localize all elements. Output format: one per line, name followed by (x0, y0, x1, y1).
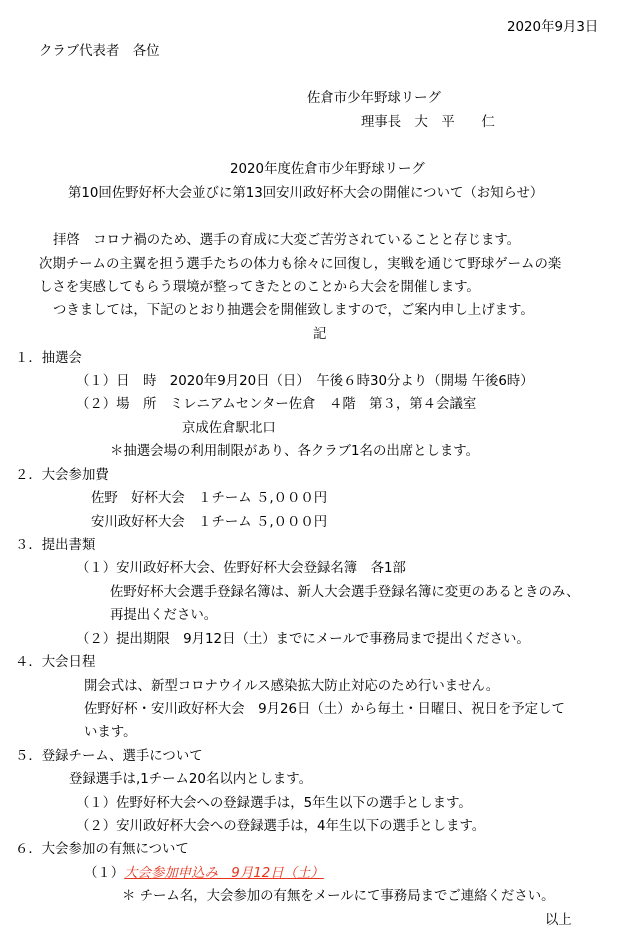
section-6-heading: ６．大会参加の有無について (15, 842, 189, 857)
registration-item-1: （１）佐野好杯大会への登録選手は，5年生以下の選手とします。 (76, 796, 472, 811)
section-3-heading: ３．提出書類 (15, 538, 96, 553)
documents-note-2: 再提出ください。 (110, 608, 218, 623)
schedule-line-2: 佐野好杯・安川政好杯大会 9月26日（土）から毎土・日曜日、祝日を予定して (84, 702, 565, 717)
participation-note: ＊ チーム名，大会参加の有無をメールにて事務局までご連絡ください。 (122, 889, 555, 904)
fee-sano: 佐野 好杯大会 １チーム ５,０００円 (91, 491, 328, 506)
lottery-station: 京成佐倉駅北口 (182, 421, 276, 436)
recipient: クラブ代表者 各位 (39, 44, 160, 59)
section-5-heading: ５．登録チーム、選手について (15, 749, 203, 764)
closing-ijo: 以上 (545, 913, 572, 928)
documents-item-2: （２）提出期限 9月12日（土）までにメールで事務局まで提出ください。 (76, 632, 530, 647)
documents-note-1: 佐野好杯大会選手登録名簿は、新人大会選手登録名簿に変更のあるときのみ、 (110, 585, 580, 600)
participation-deadline: 大会参加申込み 9月12日（土） (124, 866, 324, 881)
section-1-heading: １．抽選会 (15, 351, 82, 366)
sender-name: 理事長 大 平 仁 (361, 115, 495, 130)
intro-paragraph-line-2: しさを実感してもらう環境が整ってきたとのことから大会を開催します。 (39, 280, 480, 295)
fee-yasukawa: 安川政好杯大会 １チーム ５,０００円 (91, 515, 328, 530)
intro-paragraph-line-1: 次期チームの主翼を担う選手たちの体力も徐々に回復し，実戦を通じて野球ゲームの楽 (39, 257, 562, 272)
documents-item-1: （１）安川政好杯大会、佐野好杯大会登録名簿 各1部 (76, 561, 406, 576)
sender-org: 佐倉市少年野球リーグ (307, 91, 441, 106)
section-2-heading: ２．大会参加費 (15, 468, 109, 483)
intro-greeting: 拝啓 コロナ禍のため、選手の育成に大変ご苦労されていることと存じます。 (53, 233, 521, 248)
schedule-line-3: います。 (84, 725, 137, 740)
participation-item-prefix: （１） (84, 866, 125, 881)
ki-marker: 記 (313, 327, 327, 342)
registration-line-1: 登録選手は,1チーム20名以内とします。 (69, 772, 312, 787)
title-line-2: 第10回佐野好杯大会並びに第13回安川政好杯大会の開催について（お知らせ） (68, 186, 544, 201)
registration-item-2: （２）安川政好杯大会への登録選手は，4年生以下の選手とします。 (76, 819, 486, 834)
title-line-1: 2020年度佐倉市少年野球リーグ (230, 162, 425, 177)
section-4-heading: ４．大会日程 (15, 655, 96, 670)
participation-item-1 (84, 867, 324, 880)
lottery-datetime: （１）日 時 2020年9月20日（日） 午後６時30分より（開場 午後6時） (76, 374, 534, 389)
lottery-note: ＊抽選会場の利用制限があり、各クラブ1名の出席とします。 (110, 444, 479, 459)
lottery-place: （２）場 所 ミレニアムセンター佐倉 ４階 第３，第４会議室 (76, 397, 477, 412)
document-date: 2020年9月3日 (507, 20, 599, 35)
intro-announcement: つきましては，下記のとおり抽選会を開催致しますので，ご案内申し上げます。 (53, 303, 534, 318)
schedule-line-1: 開会式は、新型コロナウイルス感染拡大防止対応のため行いません。 (84, 679, 500, 694)
